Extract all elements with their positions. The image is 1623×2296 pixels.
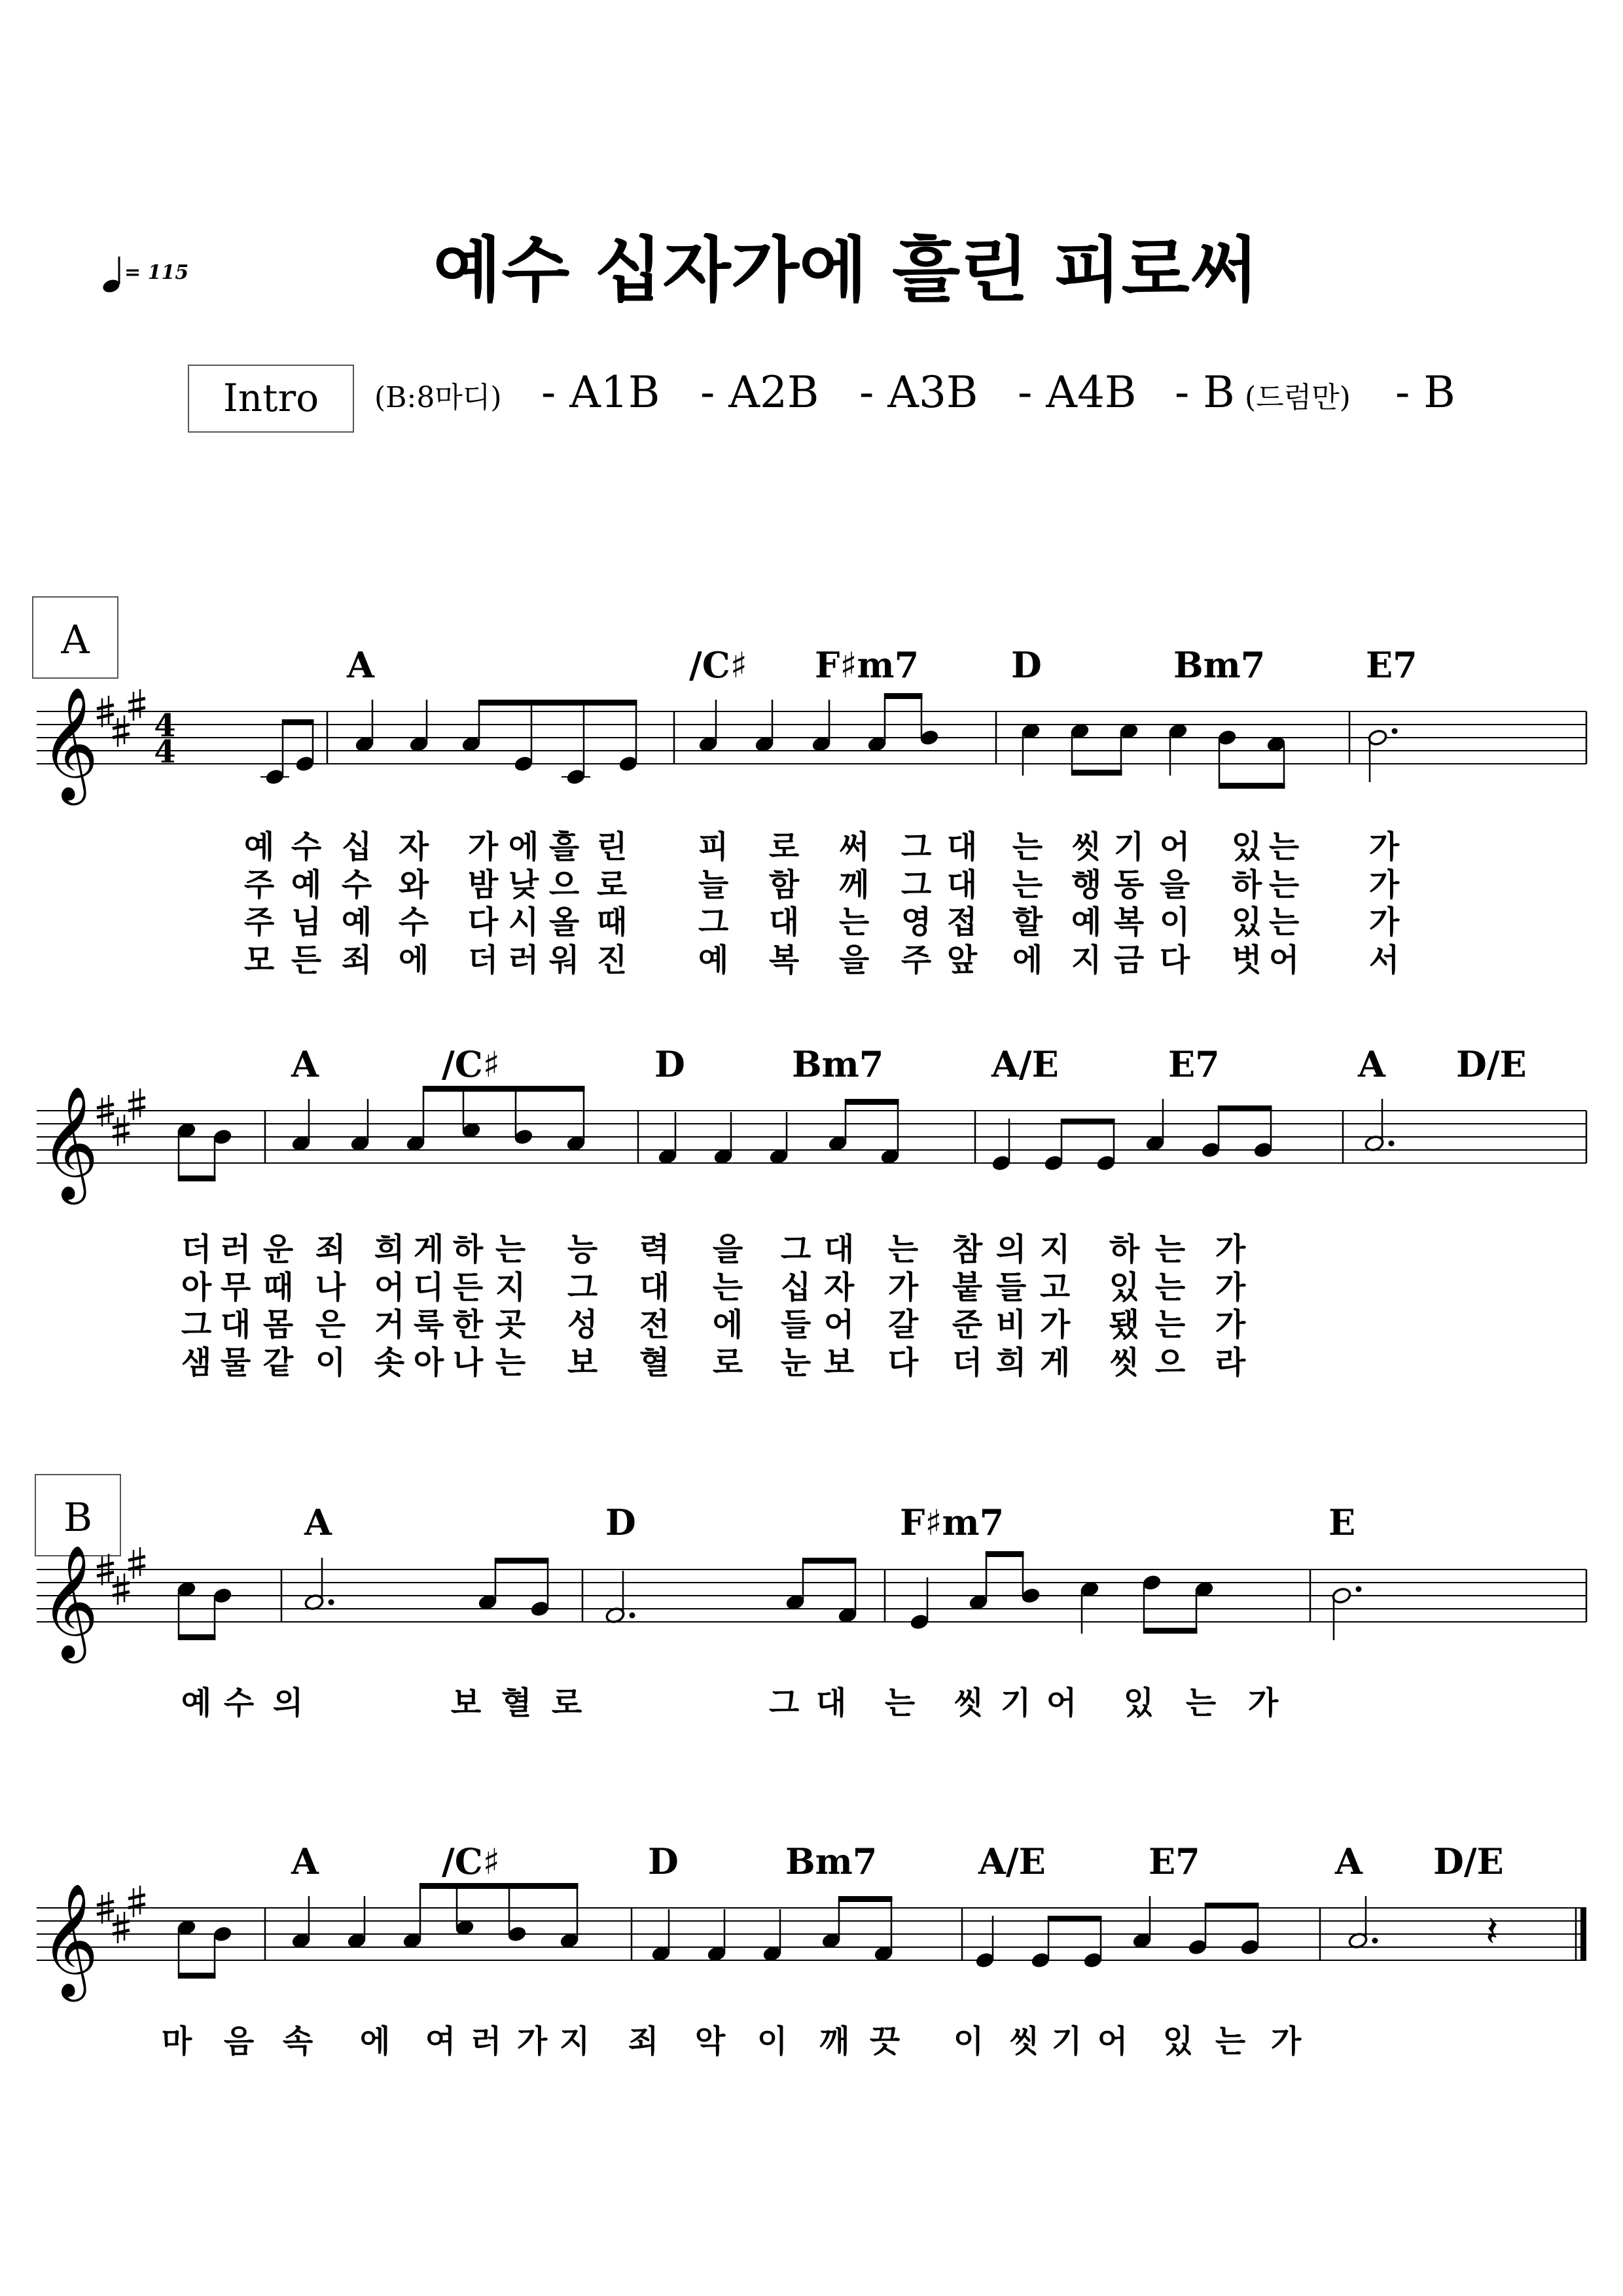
- lyric-syllable: 룩: [413, 1306, 444, 1343]
- treble-clef-icon: 𝄞: [41, 1883, 99, 1997]
- lyrics-system-3: [181, 1685, 1279, 1721]
- lyric-syllable: 가: [467, 829, 499, 865]
- lyric-syllable: 의: [272, 1685, 304, 1721]
- chord: A: [347, 644, 374, 686]
- lyric-syllable: 수: [341, 867, 372, 903]
- beam: [420, 1883, 579, 1889]
- lyric-syllable: 써: [838, 829, 870, 865]
- lyric-syllable: 든: [452, 1269, 484, 1306]
- chord: E7: [1149, 1840, 1200, 1882]
- lyric-syllable: 예: [243, 829, 275, 865]
- lyric-syllable: 는: [1215, 2023, 1246, 2060]
- lyric-syllable: 는: [1154, 1306, 1186, 1343]
- lyric-syllable: 지: [1039, 1231, 1071, 1268]
- lyric-syllable: 예: [1071, 904, 1102, 941]
- lyric-syllable: 죄: [628, 2023, 659, 2060]
- lyric-syllable: 러: [471, 2023, 502, 2060]
- lyric-syllable: 혈: [501, 1685, 532, 1721]
- sharp-bar: [128, 1556, 145, 1560]
- chord: Bm7: [1173, 644, 1266, 686]
- lyric-syllable: 거: [374, 1306, 405, 1343]
- lyric-syllable: 몸: [262, 1306, 294, 1343]
- section-a-text: A: [61, 617, 90, 663]
- lyric-syllable: 그: [181, 1306, 212, 1343]
- lyric-syllable: 진: [596, 942, 628, 978]
- chord: A: [291, 1840, 319, 1882]
- lyric-syllable: 여: [425, 2023, 456, 2060]
- lyric-syllable: 준: [952, 1306, 983, 1343]
- lyric-syllable: 수: [291, 829, 322, 865]
- sharp-bar: [128, 1098, 145, 1102]
- lyric-syllable: 영: [901, 904, 932, 941]
- lyric-syllable: 어: [1159, 829, 1190, 865]
- lyric-syllable: 이: [757, 2023, 788, 2060]
- lyric-syllable: 께: [838, 867, 870, 903]
- lyric-syllable: 가: [887, 1269, 919, 1306]
- chord: E7: [1168, 1043, 1220, 1085]
- lyric-syllable: 은: [315, 1306, 346, 1343]
- lyric-syllable: 대: [946, 867, 978, 903]
- section-label-a: [33, 597, 118, 678]
- lyric-syllable: 가: [1368, 904, 1400, 941]
- lyric-syllable: 는: [1012, 867, 1043, 903]
- lyric-syllable: 어: [823, 1306, 855, 1343]
- lyric-syllable: 나: [315, 1269, 346, 1306]
- lyric-syllable: 에: [712, 1306, 743, 1343]
- lyric-syllable: 님: [291, 904, 322, 941]
- lyric-syllable: 시: [508, 904, 539, 941]
- beam: [179, 1175, 216, 1181]
- intro-label: Intro: [223, 376, 319, 420]
- lyric-syllable: 한: [452, 1306, 484, 1343]
- lyric-syllable: 보: [823, 1344, 855, 1381]
- lyric-syllable: 대: [220, 1306, 251, 1343]
- chord: /C♯: [442, 1840, 500, 1882]
- sharp-bar: [97, 1113, 114, 1117]
- lyric-syllable: 는: [1154, 1269, 1186, 1306]
- lyric-syllable: 있: [1231, 829, 1262, 865]
- lyric-syllable: 동: [1113, 867, 1145, 903]
- lyric-syllable: 는: [1268, 904, 1300, 941]
- sharp-bar: [97, 1910, 114, 1914]
- lyric-syllable: 라: [1215, 1344, 1246, 1381]
- lyric-syllable: 죄: [315, 1231, 346, 1268]
- beam: [1205, 1903, 1259, 1909]
- beam: [1144, 1628, 1198, 1634]
- lyric-syllable: 가: [516, 2023, 548, 2060]
- lyric-syllable: 린: [596, 829, 628, 865]
- chord: D: [605, 1501, 636, 1543]
- lyric-syllable: 하: [1109, 1231, 1140, 1268]
- chord: D: [648, 1840, 679, 1882]
- lyric-syllable: 는: [712, 1269, 743, 1306]
- lyric-syllable: 다: [1159, 942, 1190, 978]
- form-seq-3: - A3B: [859, 367, 978, 418]
- chord: A/E: [978, 1840, 1046, 1882]
- dot: [329, 1600, 334, 1605]
- chord: A: [1358, 1043, 1385, 1085]
- staff-system-2: [37, 1086, 1586, 1205]
- lyric-syllable: 복: [768, 942, 800, 978]
- lyric-syllable: 희: [374, 1231, 405, 1268]
- lyric-syllable: 예: [698, 942, 729, 978]
- form-seq-2: - A2B: [700, 367, 819, 418]
- lyric-syllable: 을: [1159, 867, 1190, 903]
- staff-system-3: [37, 1545, 1586, 1664]
- lyric-syllable: 성: [567, 1306, 598, 1343]
- dot: [1356, 1587, 1362, 1592]
- beam: [1072, 770, 1122, 776]
- lyric-syllable: 더: [467, 942, 499, 978]
- lyric-syllable: 비: [995, 1306, 1027, 1343]
- sharp-bar: [97, 1104, 114, 1108]
- sharp-bar: [128, 1895, 145, 1899]
- chord: D: [654, 1043, 685, 1085]
- lyric-syllable: 보: [450, 1685, 482, 1721]
- lyric-syllable: 앞: [946, 942, 978, 978]
- lyric-syllable: 올: [548, 904, 580, 941]
- lyric-syllable: 는: [887, 1231, 919, 1268]
- lyric-syllable: 씻: [1071, 829, 1102, 865]
- chords-system-3: [304, 1501, 1355, 1543]
- lyric-syllable: 있: [1123, 1685, 1154, 1721]
- lyric-syllable: 가: [1270, 2023, 1302, 2060]
- lyric-syllable: 그: [698, 904, 729, 941]
- lyric-syllable: 무: [220, 1269, 251, 1306]
- lyric-syllable: 가: [1368, 829, 1400, 865]
- lyric-syllable: 든: [291, 942, 322, 978]
- lyric-syllable: 는: [1012, 829, 1043, 865]
- lyric-syllable: 흘: [548, 829, 580, 865]
- lyric-syllable: 수: [398, 904, 429, 941]
- lyric-syllable: 이: [315, 1344, 346, 1381]
- lyric-syllable: 더: [181, 1231, 212, 1268]
- lyric-syllable: 있: [1231, 904, 1262, 941]
- chords-system-2: [291, 1043, 1527, 1085]
- lyric-syllable: 지: [1071, 942, 1102, 978]
- lyric-syllable: 주: [901, 942, 932, 978]
- lyric-syllable: 모: [243, 942, 275, 978]
- lyric-syllable: 있: [1109, 1269, 1140, 1306]
- lyric-syllable: 마: [161, 2023, 192, 2060]
- chord: E7: [1366, 644, 1418, 686]
- lyric-syllable: 복: [1113, 904, 1145, 941]
- lyric-syllable: 는: [1268, 829, 1300, 865]
- lyric-syllable: 을: [712, 1231, 743, 1268]
- lyric-syllable: 낮: [508, 867, 539, 903]
- lyric-syllable: 는: [838, 904, 870, 941]
- lyric-syllable: 에: [1012, 942, 1043, 978]
- lyrics-system-2: [181, 1231, 1246, 1381]
- lyric-syllable: 곳: [495, 1306, 526, 1343]
- lyric-syllable: 붙: [952, 1269, 983, 1306]
- form-line: [188, 365, 1455, 432]
- lyric-syllable: 게: [413, 1231, 444, 1268]
- sharp-bar: [128, 698, 145, 702]
- beam: [1219, 783, 1285, 789]
- lyric-syllable: 더: [952, 1344, 983, 1381]
- lyric-syllable: 서: [1368, 942, 1400, 978]
- lyric-syllable: 눈: [780, 1344, 812, 1381]
- section-label-b: [35, 1475, 120, 1556]
- lyric-syllable: 솟: [374, 1344, 405, 1381]
- sharp-bar: [97, 1901, 114, 1905]
- chord: A/E: [991, 1043, 1059, 1085]
- final-barline: [1580, 1908, 1586, 1960]
- lyric-syllable: 에: [359, 2023, 391, 2060]
- lyric-syllable: 음: [223, 2023, 255, 2060]
- lyric-syllable: 같: [262, 1344, 294, 1381]
- lyric-syllable: 죄: [341, 942, 372, 978]
- chord: F♯m7: [815, 644, 919, 686]
- sharp-bar: [97, 1563, 114, 1567]
- beam: [479, 700, 637, 706]
- lyric-syllable: 로: [551, 1685, 582, 1721]
- beam: [846, 1099, 899, 1105]
- lyric-syllable: 기: [1051, 2023, 1082, 2060]
- lyric-syllable: 다: [467, 904, 499, 941]
- lyric-syllable: 하: [1231, 867, 1262, 903]
- beam: [803, 1558, 857, 1564]
- lyric-syllable: 디: [413, 1269, 444, 1306]
- lyric-syllable: 워: [548, 942, 580, 978]
- lyric-syllable: 속: [282, 2023, 313, 2060]
- lyric-syllable: 씻: [1008, 2023, 1040, 2060]
- lyric-syllable: 자: [398, 829, 429, 865]
- lyric-syllable: 대: [639, 1269, 670, 1306]
- lyric-syllable: 이: [953, 2023, 984, 2060]
- lyric-syllable: 그: [780, 1231, 812, 1268]
- lyric-syllable: 로: [596, 867, 628, 903]
- lyric-syllable: 예: [181, 1685, 212, 1721]
- lyric-syllable: 는: [884, 1685, 916, 1721]
- lyric-syllable: 에: [508, 829, 539, 865]
- lyric-syllable: 물: [220, 1344, 251, 1381]
- lyric-syllable: 씻: [1109, 1344, 1140, 1381]
- lyric-syllable: 는: [495, 1344, 526, 1381]
- lyric-syllable: 가: [1215, 1269, 1246, 1306]
- lyric-syllable: 는: [1185, 1685, 1217, 1721]
- beam: [986, 1551, 1024, 1557]
- lyric-syllable: 때: [596, 904, 628, 941]
- lyric-syllable: 어: [1268, 942, 1300, 978]
- beam: [1048, 1916, 1102, 1922]
- lyric-syllable: 때: [262, 1269, 294, 1306]
- lyric-syllable: 에: [398, 942, 429, 978]
- lyric-syllable: 대: [768, 904, 800, 941]
- lyric-syllable: 주: [243, 867, 275, 903]
- lyric-syllable: 늘: [698, 867, 729, 903]
- lyric-syllable: 함: [768, 867, 800, 903]
- lyric-syllable: 지: [495, 1269, 526, 1306]
- lyric-syllable: 예: [291, 867, 322, 903]
- lyric-syllable: 악: [694, 2023, 726, 2060]
- lyric-syllable: 피: [698, 829, 729, 865]
- lyric-syllable: 씻: [953, 1685, 984, 1721]
- lyric-syllable: 참: [952, 1231, 983, 1268]
- dot: [1389, 1141, 1395, 1147]
- beam: [179, 1973, 216, 1979]
- time-signature-bottom: 4: [154, 734, 176, 770]
- lyric-syllable: 는: [1154, 1231, 1186, 1268]
- chords-system-1: [346, 644, 1418, 686]
- lyric-syllable: 나: [452, 1344, 484, 1381]
- chord: A: [304, 1501, 332, 1543]
- lyric-syllable: 가: [1247, 1685, 1279, 1721]
- lyric-syllable: 는: [495, 1231, 526, 1268]
- chord: /C♯: [689, 644, 747, 686]
- lyric-syllable: 갈: [887, 1306, 919, 1343]
- lyric-syllable: 대: [946, 829, 978, 865]
- lyric-syllable: 십: [780, 1269, 812, 1306]
- form-seq-5: - B: [1175, 367, 1235, 418]
- lyric-syllable: 보: [567, 1344, 598, 1381]
- lyric-syllable: 벗: [1231, 942, 1262, 978]
- treble-clef-icon: 𝄞: [41, 687, 99, 800]
- lyric-syllable: 아: [181, 1269, 212, 1306]
- chord: D/E: [1456, 1043, 1527, 1085]
- lyric-syllable: 들: [780, 1306, 812, 1343]
- lyric-syllable: 수: [223, 1685, 255, 1721]
- lyric-syllable: 가: [1215, 1231, 1246, 1268]
- lyric-syllable: 하: [452, 1231, 484, 1268]
- form-seq-1: - A1B: [541, 367, 660, 418]
- lyric-syllable: 그: [567, 1269, 598, 1306]
- quarter-rest-icon: 𝄽: [1486, 1908, 1499, 1956]
- lyric-syllable: 다: [887, 1344, 919, 1381]
- lyric-syllable: 는: [1268, 867, 1300, 903]
- lyric-syllable: 예: [341, 904, 372, 941]
- lyric-syllable: 자: [823, 1269, 855, 1306]
- staff-system-4: [37, 1883, 1586, 2002]
- chord: F♯m7: [900, 1501, 1005, 1543]
- lyric-syllable: 와: [398, 867, 429, 903]
- chord: A: [1335, 1840, 1363, 1882]
- lyric-syllable: 금: [1113, 942, 1145, 978]
- chord: D/E: [1433, 1840, 1504, 1882]
- lyric-syllable: 할: [1012, 904, 1043, 941]
- lyric-syllable: 깨: [819, 2023, 850, 2060]
- staff-system-1: [37, 687, 1586, 806]
- beam: [885, 693, 923, 699]
- lyric-syllable: 주: [243, 904, 275, 941]
- lyric-syllable: 가: [1368, 867, 1400, 903]
- chord: A: [291, 1043, 319, 1085]
- dot: [1372, 1938, 1378, 1944]
- lyric-syllable: 어: [1097, 2023, 1128, 2060]
- treble-clef-icon: 𝄞: [41, 1086, 99, 1200]
- beam: [283, 719, 314, 725]
- chord: /C♯: [442, 1043, 500, 1085]
- lyric-syllable: 들: [995, 1269, 1027, 1306]
- chord: D: [1011, 644, 1042, 686]
- sharp-bar: [97, 705, 114, 709]
- beam: [1219, 1105, 1272, 1111]
- form-seq-4: - A4B: [1018, 367, 1137, 418]
- page-title: 예수 십자가에 흘린 피로써: [433, 230, 1258, 312]
- lyric-syllable: 어: [374, 1269, 405, 1306]
- lyric-syllable: 샘: [181, 1344, 212, 1381]
- lyric-syllable: 러: [508, 942, 539, 978]
- tempo-marking: [101, 257, 188, 295]
- lyrics-system-4: [162, 2023, 1302, 2060]
- beam: [839, 1896, 893, 1902]
- lyric-syllable: 그: [768, 1685, 800, 1721]
- lyric-syllable: 가: [1215, 1306, 1246, 1343]
- beam: [179, 1634, 216, 1640]
- lyric-syllable: 십: [341, 829, 372, 865]
- lyric-syllable: 밤: [467, 867, 499, 903]
- chords-system-4: [291, 1840, 1504, 1882]
- lyric-syllable: 됐: [1109, 1306, 1140, 1343]
- lyric-syllable: 행: [1071, 867, 1102, 903]
- section-b-text: B: [63, 1495, 93, 1541]
- lyric-syllable: 전: [639, 1306, 670, 1343]
- beam: [423, 1086, 585, 1092]
- lyric-syllable: 대: [823, 1231, 855, 1268]
- dot: [1392, 728, 1398, 734]
- tempo-text: = 115: [124, 261, 189, 284]
- lyrics-system-1: [244, 829, 1400, 978]
- sharp-bar: [97, 1572, 114, 1576]
- lyric-syllable: 로: [768, 829, 800, 865]
- lyric-syllable: 력: [639, 1231, 670, 1268]
- lyric-syllable: 이: [1159, 904, 1190, 941]
- intro-note: (B:8마디): [374, 381, 502, 414]
- lyric-syllable: 끗: [869, 2023, 901, 2060]
- beam: [495, 1558, 549, 1564]
- lyric-syllable: 아: [413, 1344, 444, 1381]
- sharp-bar: [97, 714, 114, 718]
- lyric-syllable: 러: [220, 1231, 251, 1268]
- lyric-syllable: 기: [1000, 1685, 1031, 1721]
- chord: Bm7: [785, 1840, 878, 1882]
- lyric-syllable: 가: [1039, 1306, 1071, 1343]
- lyric-syllable: 기: [1113, 829, 1145, 865]
- lyric-syllable: 의: [995, 1231, 1027, 1268]
- lyric-syllable: 혈: [639, 1344, 670, 1381]
- lyric-syllable: 접: [946, 904, 978, 941]
- chord: E: [1329, 1501, 1356, 1543]
- lyric-syllable: 있: [1162, 2023, 1194, 2060]
- lyric-syllable: 게: [1039, 1344, 1071, 1381]
- lyric-syllable: 그: [901, 867, 932, 903]
- lyric-syllable: 그: [901, 829, 932, 865]
- lyric-syllable: 능: [567, 1231, 598, 1268]
- lyric-syllable: 로: [712, 1344, 743, 1381]
- time-signature-top: 4: [154, 708, 176, 744]
- lyric-syllable: 을: [838, 942, 870, 978]
- lyric-syllable: 지: [559, 2023, 590, 2060]
- lyric-syllable: 대: [815, 1685, 847, 1721]
- lyric-syllable: 운: [262, 1231, 294, 1268]
- lyric-syllable: 으: [548, 867, 580, 903]
- lyric-syllable: 고: [1039, 1269, 1071, 1306]
- lyric-syllable: 어: [1046, 1685, 1077, 1721]
- chord: Bm7: [792, 1043, 884, 1085]
- dot: [630, 1613, 635, 1619]
- lyric-syllable: 으: [1154, 1344, 1186, 1381]
- form-seq-5-note: (드럼만): [1245, 381, 1351, 414]
- form-seq-6: - B: [1395, 367, 1455, 418]
- treble-clef-icon: 𝄞: [41, 1545, 99, 1659]
- lyric-syllable: 희: [995, 1344, 1027, 1381]
- beam: [1061, 1119, 1115, 1124]
